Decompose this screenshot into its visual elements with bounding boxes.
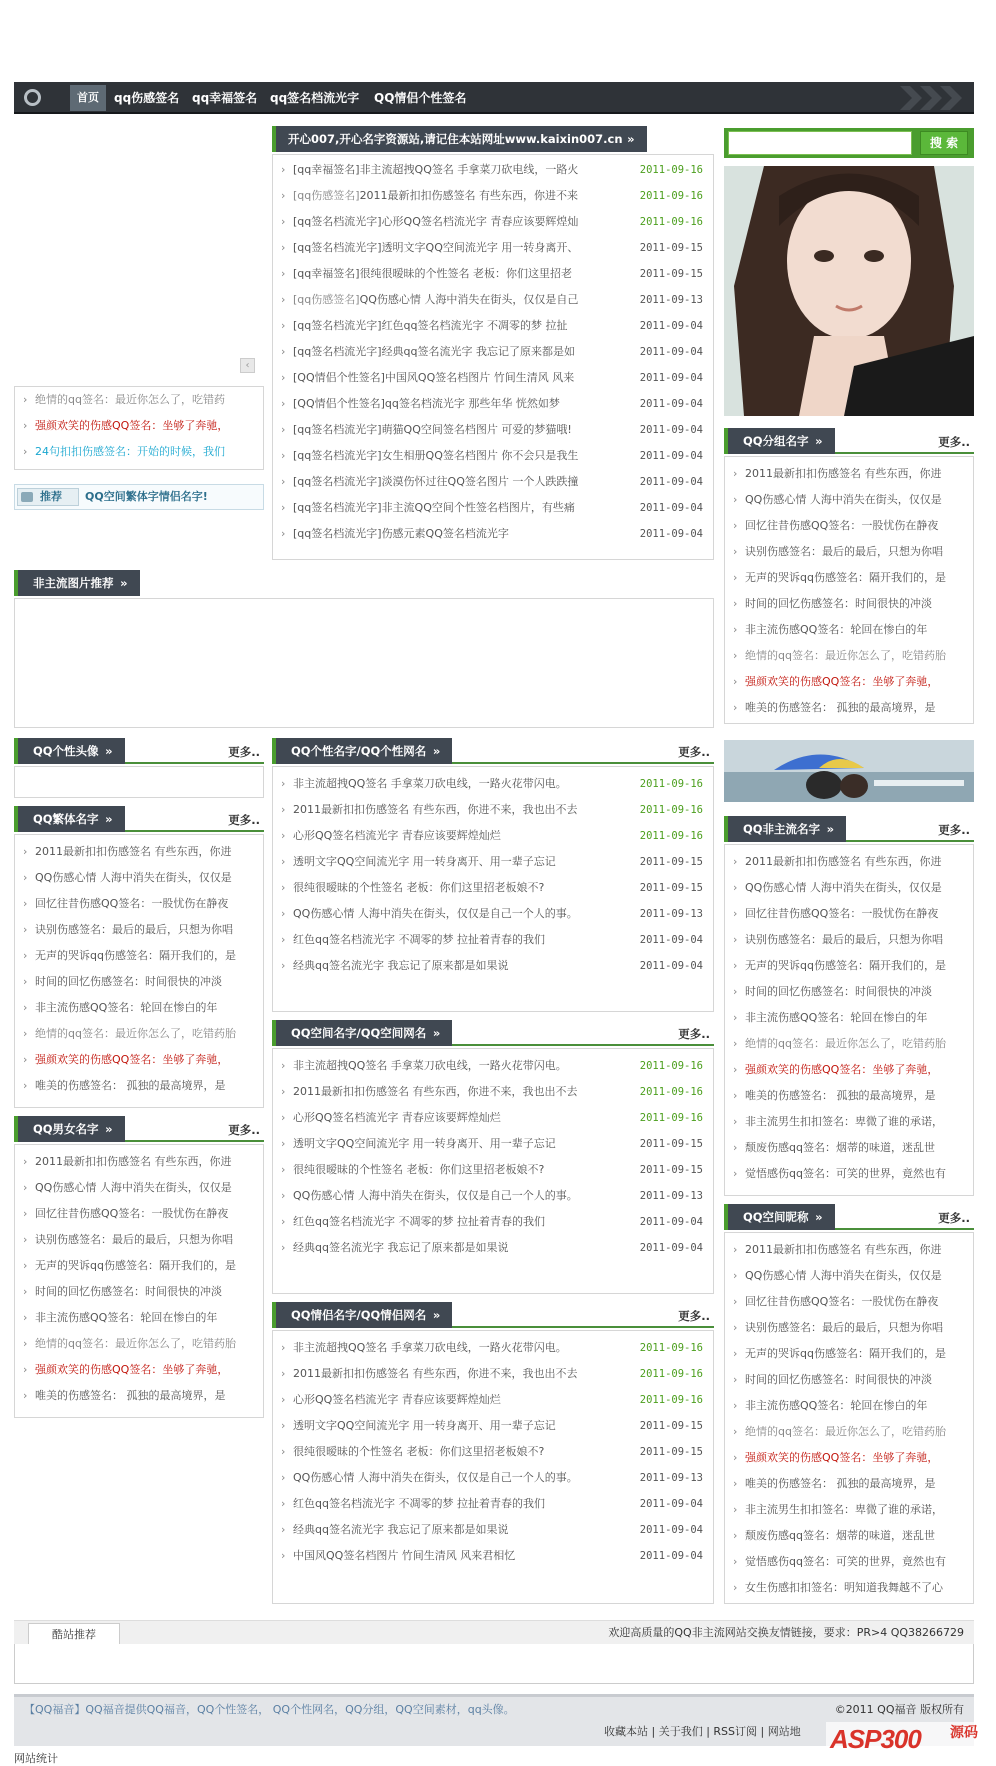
- news-title[interactable]: 心形QQ签名档流光字 青春应该要辉煌灿: [381, 215, 579, 228]
- space-box: [272, 1048, 714, 1294]
- nick-more-link[interactable]: 更多..: [938, 1211, 970, 1225]
- news-date: 2011-09-04: [639, 424, 703, 436]
- news-item[interactable]: [273, 209, 713, 235]
- news-date: 2011-09-04: [639, 346, 703, 358]
- banner-title: 开心007,开心名字资源站,请记住本站网址www.kaixin007.cn »: [272, 126, 647, 152]
- list-item[interactable]: [273, 1053, 713, 1079]
- news-category[interactable]: [qq签名档流光字]: [293, 501, 382, 514]
- item-title[interactable]: QQ伤感心情 人海中消失在街头，仅仅是自己一个人的事。: [293, 1189, 578, 1202]
- footer-desc: 【QQ福音】QQ福音提供QQ福音，QQ个性签名， QQ个性网名，QQ分组，QQ空间素材，qq头像。: [24, 1703, 515, 1716]
- news-title[interactable]: 女生相册QQ签名档图片 你不会只是我生: [381, 449, 579, 462]
- list-item[interactable]: › 绝情的qq签名：最近你怎么了，吃错药: [15, 387, 263, 413]
- nick-header: [724, 1204, 974, 1230]
- news-item[interactable]: [273, 391, 713, 417]
- item-title[interactable]: 心形QQ签名档流光字 青春应该要辉煌灿烂: [293, 1393, 501, 1406]
- news-item[interactable]: [273, 339, 713, 365]
- list-item[interactable]: › 2011最新扣扣伤感签名 有些东西，你进: [725, 1237, 973, 1263]
- list-item[interactable]: [273, 823, 713, 849]
- asp300-watermark: [826, 1714, 992, 1764]
- news-date: 2011-09-04: [639, 398, 703, 410]
- nonmain-more-link[interactable]: 更多..: [938, 823, 970, 837]
- list-item[interactable]: › 24句扣扣伤感签名：开始的时候，我们: [15, 439, 263, 465]
- search-bar: [724, 128, 974, 158]
- news-title[interactable]: 中国风QQ签名档图片 竹间生清风 风来: [384, 371, 575, 384]
- item-date: 2011-09-15: [639, 882, 703, 894]
- group-more-link[interactable]: 更多..: [938, 435, 970, 449]
- list-item[interactable]: › 回忆往昔伤感QQ签名：一股忧伤在静夜: [15, 891, 263, 917]
- nav-item-flow-text[interactable]: qq签名档流光字: [270, 91, 360, 105]
- list-item[interactable]: › 强颜欢笑的伤感QQ签名：坐够了奔驰，: [725, 1445, 973, 1471]
- list-item[interactable]: › 时间的回忆伤感签名：时间很快的冲淡: [15, 1279, 263, 1305]
- news-category[interactable]: [qq签名档流光字]: [293, 345, 382, 358]
- list-item[interactable]: [273, 1079, 713, 1105]
- news-date: 2011-09-15: [639, 268, 703, 280]
- item-title[interactable]: 非主流超拽QQ签名 手拿菜刀砍电线，一路火花带闪电。: [293, 1341, 567, 1354]
- watermark-sub: 源码: [950, 1725, 978, 1741]
- item-title[interactable]: 心形QQ签名档流光字 青春应该要辉煌灿烂: [293, 829, 501, 842]
- item-title[interactable]: 非主流超拽QQ签名 手拿菜刀砍电线，一路火花带闪电。: [293, 777, 567, 790]
- list-item[interactable]: › 绝情的qq签名：最近你怎么了，吃错药胎: [725, 1031, 973, 1057]
- news-title[interactable]: 经典qq签名流光字 我忘记了原来都是如: [381, 345, 576, 358]
- item-title[interactable]: 红色qq签名档流光字 不凋零的梦 拉扯着青春的我们: [293, 933, 545, 946]
- left-top-list: [14, 386, 264, 470]
- main-nav: [14, 82, 974, 114]
- list-item[interactable]: [273, 1183, 713, 1209]
- nav-item-happy-sign[interactable]: qq幸福签名: [192, 91, 258, 105]
- space-more-link[interactable]: 更多..: [678, 1027, 710, 1041]
- item-title[interactable]: 红色qq签名档流光字 不凋零的梦 拉扯着青春的我们: [293, 1215, 545, 1228]
- news-category[interactable]: [qq伤感签名]: [293, 189, 360, 202]
- news-title[interactable]: 伤感元素QQ签名档流光字: [381, 527, 509, 540]
- nav-home[interactable]: 首页: [70, 85, 106, 111]
- netname-header: [272, 738, 714, 764]
- list-item[interactable]: › 诀别伤感签名：最后的最后，只想为你唱: [725, 539, 973, 565]
- list-item[interactable]: [273, 927, 713, 953]
- pic-rec-box: [14, 598, 714, 728]
- footer-copyright: ©2011 QQ福音 版权所有: [834, 1703, 964, 1716]
- item-date: 2011-09-04: [639, 1216, 703, 1228]
- news-date: 2011-09-15: [639, 242, 703, 254]
- links-tab[interactable]: 酷站推荐: [28, 1623, 120, 1646]
- news-title[interactable]: 很纯很暧昧的个性签名 老板：你们这里招老: [359, 267, 573, 280]
- news-item[interactable]: [273, 157, 713, 183]
- list-item[interactable]: [273, 1235, 713, 1261]
- news-title[interactable]: 2011最新扣扣伤感签名 有些东西，你进不来: [359, 189, 579, 202]
- list-item[interactable]: › 非主流男生扣扣签名：卑微了谁的承诺，: [725, 1497, 973, 1523]
- news-date: 2011-09-04: [639, 528, 703, 540]
- item-title[interactable]: QQ伤感心情 人海中消失在街头，仅仅是自己一个人的事。: [293, 907, 578, 920]
- nonmain-box: [724, 844, 974, 1196]
- list-item[interactable]: [273, 1517, 713, 1543]
- lovers-box: [272, 1330, 714, 1604]
- news-item[interactable]: [273, 443, 713, 469]
- item-date: 2011-09-16: [639, 1394, 703, 1406]
- list-item[interactable]: › 绝情的qq签名：最近你怎么了，吃错药胎: [15, 1331, 263, 1357]
- item-date: 2011-09-16: [639, 1368, 703, 1380]
- list-item[interactable]: [273, 1131, 713, 1157]
- list-item[interactable]: › 非主流男生扣扣签名：卑微了谁的承诺，: [725, 1109, 973, 1135]
- list-item[interactable]: › 非主流伤感QQ签名：轮回在惨白的年: [725, 1393, 973, 1419]
- list-item[interactable]: [273, 875, 713, 901]
- list-item[interactable]: [273, 1465, 713, 1491]
- item-title[interactable]: 中国风QQ签名档图片 竹间生清风 风来君相忆: [293, 1549, 516, 1562]
- list-item[interactable]: › 无声的哭诉qq伤感签名：隔开我们的，是: [15, 943, 263, 969]
- news-category[interactable]: [QQ情侣个性签名]: [293, 371, 385, 384]
- avatar-more-link[interactable]: 更多..: [228, 745, 260, 759]
- group-names-header: [724, 428, 974, 454]
- list-item[interactable]: › 颓废伤感qq签名：烟蒂的味道，迷乱世: [725, 1135, 973, 1161]
- list-item[interactable]: [273, 953, 713, 979]
- list-item[interactable]: › 强颜欢笑的伤感QQ签名：坐够了奔驰，: [15, 1047, 263, 1073]
- featured-photo[interactable]: [724, 166, 974, 416]
- girl-portrait-image: [724, 166, 974, 416]
- boygirl-title: QQ男女名字 »: [14, 1116, 125, 1142]
- item-date: 2011-09-13: [639, 1472, 703, 1484]
- avatar-header: [14, 738, 264, 764]
- list-item[interactable]: › 绝情的qq签名：最近你怎么了，吃错药胎: [725, 1419, 973, 1445]
- nonmain-title: QQ非主流名字 »: [724, 816, 846, 842]
- news-title[interactable]: 非主流QQ空间个性签名档图片，有些痛: [381, 501, 575, 514]
- item-date: 2011-09-16: [639, 778, 703, 790]
- item-date: 2011-09-13: [639, 1190, 703, 1202]
- list-item[interactable]: › 唯美的伤感签名： 孤独的最高境界，是: [15, 1073, 263, 1099]
- news-date: 2011-09-04: [639, 450, 703, 462]
- list-item[interactable]: › 时间的回忆伤感签名：时间很快的冲淡: [725, 979, 973, 1005]
- fanti-box: [14, 834, 264, 1108]
- item-date: 2011-09-16: [639, 1112, 703, 1124]
- lovers-title: QQ情侣名字/QQ情侣网名 »: [272, 1302, 452, 1328]
- lovers-header: [272, 1302, 714, 1328]
- latest-news-box: [272, 154, 714, 560]
- netname-box: [272, 766, 714, 1012]
- news-category[interactable]: [qq伤感签名]: [293, 293, 360, 306]
- list-item[interactable]: › 唯美的伤感签名： 孤独的最高境界，是: [725, 1471, 973, 1497]
- netname-title: QQ个性名字/QQ个性网名 »: [272, 738, 452, 764]
- item-title[interactable]: 经典qq签名流光字 我忘记了原来都是如果说: [293, 1241, 509, 1254]
- list-item[interactable]: › 2011最新扣扣伤感签名 有些东西，你进: [15, 1149, 263, 1175]
- pic-rec-title: 非主流图片推荐 »: [14, 570, 140, 596]
- list-item[interactable]: › 非主流伤感QQ签名：轮回在惨白的年: [15, 995, 263, 1021]
- nick-box: [724, 1232, 974, 1604]
- banner-header: [272, 126, 714, 152]
- nonmain-header: [724, 816, 974, 842]
- list-item[interactable]: [273, 1157, 713, 1183]
- list-item[interactable]: [273, 1105, 713, 1131]
- list-item[interactable]: › 无声的哭诉qq伤感签名：隔开我们的，是: [725, 1341, 973, 1367]
- recommend-tag: 推荐: [17, 488, 79, 506]
- item-date: 2011-09-04: [639, 934, 703, 946]
- list-item[interactable]: › 时间的回忆伤感签名：时间很快的冲淡: [15, 969, 263, 995]
- news-title[interactable]: 萌猫QQ空间签名档图片 可爱的梦猫哦!: [381, 423, 572, 436]
- recommend-bar: [14, 484, 264, 510]
- search-button[interactable]: 搜 索: [920, 131, 968, 155]
- footer-links[interactable]: 收藏本站 | 关于我们 | RSS订阅 | 网站地: [604, 1725, 801, 1738]
- boygirl-box: [14, 1144, 264, 1418]
- news-item[interactable]: [273, 261, 713, 287]
- list-item[interactable]: [273, 771, 713, 797]
- news-item[interactable]: [273, 287, 713, 313]
- news-item[interactable]: [273, 235, 713, 261]
- item-title[interactable]: 2011最新扣扣伤感签名 有些东西，你进不来，我也出不去: [293, 1367, 578, 1380]
- recommend-icon: [21, 492, 33, 502]
- news-category[interactable]: [qq签名档流光字]: [293, 215, 382, 228]
- netname-more-link[interactable]: 更多..: [678, 745, 710, 759]
- group-names-box: [724, 456, 974, 724]
- news-date: 2011-09-04: [639, 372, 703, 384]
- boygirl-header: [14, 1116, 264, 1142]
- search-input[interactable]: [728, 131, 912, 155]
- list-item[interactable]: [273, 1361, 713, 1387]
- list-item[interactable]: [273, 797, 713, 823]
- news-category[interactable]: [qq签名档流光字]: [293, 527, 382, 540]
- site-stats[interactable]: 网站统计: [14, 1752, 58, 1765]
- news-category[interactable]: [QQ情侣个性签名]: [293, 397, 385, 410]
- list-item[interactable]: › 绝情的qq签名：最近你怎么了，吃错药胎: [15, 1021, 263, 1047]
- news-title[interactable]: 非主流超拽QQ签名 手拿菜刀砍电线，一路火: [359, 163, 579, 176]
- news-category[interactable]: [qq幸福签名]: [293, 163, 360, 176]
- umbrella-image: [724, 740, 974, 802]
- list-item[interactable]: [273, 1413, 713, 1439]
- list-item[interactable]: › 诀别伤感签名：最后的最后，只想为你唱: [725, 1315, 973, 1341]
- news-category[interactable]: [qq签名档流光字]: [293, 423, 382, 436]
- list-item[interactable]: › 诀别伤感签名：最后的最后，只想为你唱: [15, 917, 263, 943]
- news-category[interactable]: [qq签名档流光字]: [293, 475, 382, 488]
- list-item[interactable]: › 唯美的伤感签名： 孤独的最高境界，是: [725, 1083, 973, 1109]
- item-date: 2011-09-15: [639, 1138, 703, 1150]
- news-title[interactable]: qq签名档流光字 那些年华 恍然如梦: [384, 397, 560, 410]
- item-title[interactable]: 红色qq签名档流光字 不凋零的梦 拉扯着青春的我们: [293, 1497, 545, 1510]
- news-item[interactable]: [273, 495, 713, 521]
- avatar-title: QQ个性头像 »: [14, 738, 125, 764]
- item-title[interactable]: 2011最新扣扣伤感签名 有些东西，你进不来，我也出不去: [293, 1085, 578, 1098]
- item-date: 2011-09-16: [639, 830, 703, 842]
- news-item[interactable]: [273, 313, 713, 339]
- avatar-box: [14, 766, 264, 798]
- site-logo-icon[interactable]: [20, 88, 68, 108]
- recommend-link[interactable]: QQ空间繁体字情侣名字!: [85, 490, 208, 503]
- list-item[interactable]: › 回忆往昔伤感QQ签名：一股忧伤在静夜: [725, 513, 973, 539]
- item-date: 2011-09-16: [639, 1342, 703, 1354]
- news-date: 2011-09-16: [639, 216, 703, 228]
- list-item[interactable]: › 诀别伤感签名：最后的最后，只想为你唱: [725, 927, 973, 953]
- item-date: 2011-09-15: [639, 856, 703, 868]
- news-title[interactable]: 红色qq签名档流光字 不凋零的梦 拉扯: [381, 319, 568, 332]
- list-item[interactable]: [273, 1209, 713, 1235]
- news-title[interactable]: QQ伤感心情 人海中消失在街头，仅仅是自己: [359, 293, 579, 306]
- list-item[interactable]: › 回忆往昔伤感QQ签名：一股忧伤在静夜: [725, 901, 973, 927]
- nav-item-sad-sign[interactable]: qq伤感签名: [114, 91, 180, 105]
- news-category[interactable]: [qq幸福签名]: [293, 267, 360, 280]
- list-item[interactable]: › 强颜欢笑的伤感QQ签名：坐够了奔驰，: [725, 669, 973, 695]
- list-item[interactable]: › 时间的回忆伤感签名：时间很快的冲淡: [725, 1367, 973, 1393]
- watermark-text: ASP300: [830, 1724, 921, 1754]
- group-names-title: QQ分组名字 »: [724, 428, 835, 454]
- news-item[interactable]: [273, 365, 713, 391]
- list-item[interactable]: › 无声的哭诉qq伤感签名：隔开我们的，是: [725, 565, 973, 591]
- list-item[interactable]: [273, 1439, 713, 1465]
- item-date: 2011-09-15: [639, 1420, 703, 1432]
- space-title: QQ空间名字/QQ空间网名 »: [272, 1020, 452, 1046]
- news-date: 2011-09-04: [639, 320, 703, 332]
- item-title[interactable]: 心形QQ签名档流光字 青春应该要辉煌灿烂: [293, 1111, 501, 1124]
- news-item[interactable]: [273, 183, 713, 209]
- list-item[interactable]: [273, 849, 713, 875]
- list-item[interactable]: › QQ伤感心情 人海中消失在街头，仅仅是: [725, 875, 973, 901]
- item-date: 2011-09-04: [639, 1524, 703, 1536]
- list-item[interactable]: [273, 1387, 713, 1413]
- list-item[interactable]: › 非主流伤感QQ签名：轮回在惨白的年: [725, 617, 973, 643]
- list-item[interactable]: › QQ伤感心情 人海中消失在街头，仅仅是: [15, 1175, 263, 1201]
- list-item[interactable]: › 非主流伤感QQ签名：轮回在惨白的年: [15, 1305, 263, 1331]
- item-date: 2011-09-04: [639, 960, 703, 972]
- item-date: 2011-09-16: [639, 1060, 703, 1072]
- fanti-more-link[interactable]: 更多..: [228, 813, 260, 827]
- list-item[interactable]: › 回忆往昔伤感QQ签名：一股忧伤在静夜: [725, 1289, 973, 1315]
- item-title[interactable]: 非主流超拽QQ签名 手拿菜刀砍电线，一路火花带闪电。: [293, 1059, 567, 1072]
- lovers-more-link[interactable]: 更多..: [678, 1309, 710, 1323]
- news-category[interactable]: [qq签名档流光字]: [293, 449, 382, 462]
- nick-title: QQ空间昵称 »: [724, 1204, 835, 1230]
- news-category[interactable]: [qq签名档流光字]: [293, 319, 382, 332]
- list-item[interactable]: [273, 1543, 713, 1569]
- list-item[interactable]: › 诀别伤感签名：最后的最后，只想为你唱: [15, 1227, 263, 1253]
- slide-prev-icon[interactable]: ‹: [240, 358, 255, 373]
- item-title[interactable]: 透明文字QQ空间流光字 用一转身离开、用一辈子忘记: [293, 1137, 556, 1150]
- list-item[interactable]: › QQ伤感心情 人海中消失在街头，仅仅是: [725, 1263, 973, 1289]
- news-item[interactable]: [273, 417, 713, 443]
- news-date: 2011-09-04: [639, 476, 703, 488]
- item-date: 2011-09-04: [639, 1498, 703, 1510]
- list-item[interactable]: › 绝情的qq签名：最近你怎么了，吃错药胎: [725, 643, 973, 669]
- list-item[interactable]: › 觉悟感伤qq签名：可笑的世界，竟然也有: [725, 1549, 973, 1575]
- links-bar: [14, 1620, 974, 1644]
- item-title[interactable]: 透明文字QQ空间流光字 用一转身离开、用一辈子忘记: [293, 855, 556, 868]
- list-item[interactable]: › 非主流伤感QQ签名：轮回在惨白的年: [725, 1005, 973, 1031]
- news-title[interactable]: 透明文字QQ空间流光字 用一转身离开、: [381, 241, 579, 254]
- item-date: 2011-09-04: [639, 1550, 703, 1562]
- list-item[interactable]: › 时间的回忆伤感签名：时间很快的冲淡: [725, 591, 973, 617]
- list-item[interactable]: › 强颜欢笑的伤感QQ签名：坐够了奔驰，: [15, 1357, 263, 1383]
- item-date: 2011-09-15: [639, 1446, 703, 1458]
- list-item[interactable]: › 回忆往昔伤感QQ签名：一股忧伤在静夜: [15, 1201, 263, 1227]
- list-item[interactable]: › 女生伤感扣扣签名：明知道我舞越不了心: [725, 1575, 973, 1601]
- nav-arrows-decoration: [900, 86, 970, 110]
- item-title[interactable]: QQ伤感心情 人海中消失在街头，仅仅是自己一个人的事。: [293, 1471, 578, 1484]
- item-date: 2011-09-16: [639, 804, 703, 816]
- item-title[interactable]: 经典qq签名流光字 我忘记了原来都是如果说: [293, 959, 509, 972]
- list-item[interactable]: › QQ伤感心情 人海中消失在街头，仅仅是: [725, 487, 973, 513]
- umbrella-photo[interactable]: [724, 740, 974, 802]
- list-item[interactable]: [273, 1335, 713, 1361]
- news-date: 2011-09-16: [639, 164, 703, 176]
- list-item[interactable]: › 无声的哭诉qq伤感签名：隔开我们的，是: [725, 953, 973, 979]
- news-date: 2011-09-16: [639, 190, 703, 202]
- list-item[interactable]: › QQ伤感心情 人海中消失在街头，仅仅是: [15, 865, 263, 891]
- list-item[interactable]: › 强颜欢笑的伤感QQ签名：坐够了奔驰，: [15, 413, 263, 439]
- list-item[interactable]: › 颓废伤感qq签名：烟蒂的味道，迷乱世: [725, 1523, 973, 1549]
- list-item[interactable]: › 2011最新扣扣伤感签名 有些东西，你进: [725, 849, 973, 875]
- item-date: 2011-09-16: [639, 1086, 703, 1098]
- news-category[interactable]: [qq签名档流光字]: [293, 241, 382, 254]
- news-date: 2011-09-13: [639, 294, 703, 306]
- item-title[interactable]: 2011最新扣扣伤感签名 有些东西，你进不来，我也出不去: [293, 803, 578, 816]
- space-header: [272, 1020, 714, 1046]
- list-item[interactable]: › 2011最新扣扣伤感签名 有些东西，你进: [725, 461, 973, 487]
- item-title[interactable]: 很纯很暧昧的个性签名 老板：你们这里招老板娘不?: [293, 881, 545, 894]
- news-date: 2011-09-04: [639, 502, 703, 514]
- item-date: 2011-09-04: [639, 1242, 703, 1254]
- list-item[interactable]: › 无声的哭诉qq伤感签名：隔开我们的，是: [15, 1253, 263, 1279]
- item-title[interactable]: 很纯很暧昧的个性签名 老板：你们这里招老板娘不?: [293, 1163, 545, 1176]
- item-title[interactable]: 透明文字QQ空间流光字 用一转身离开、用一辈子忘记: [293, 1419, 556, 1432]
- item-title[interactable]: 经典qq签名流光字 我忘记了原来都是如果说: [293, 1523, 509, 1536]
- fanti-header: [14, 806, 264, 832]
- news-title[interactable]: 淡漠伤怀过往QQ签名图片 一个人跌跌撞: [381, 475, 579, 488]
- links-box: [14, 1644, 974, 1684]
- news-item[interactable]: [273, 469, 713, 495]
- links-note: 欢迎高质量的QQ非主流网站交换友情链接，要求：PR>4 QQ38266729: [608, 1626, 964, 1639]
- item-date: 2011-09-13: [639, 908, 703, 920]
- list-item[interactable]: [273, 1491, 713, 1517]
- news-item[interactable]: [273, 521, 713, 547]
- fanti-title: QQ繁体名字 »: [14, 806, 125, 832]
- list-item[interactable]: › 2011最新扣扣伤感签名 有些东西，你进: [15, 839, 263, 865]
- list-item[interactable]: › 唯美的伤感签名： 孤独的最高境界，是: [15, 1383, 263, 1409]
- list-item[interactable]: › 唯美的伤感签名： 孤独的最高境界，是: [725, 695, 973, 721]
- nav-item-lovers-sign[interactable]: QQ情侣个性签名: [374, 91, 467, 105]
- item-date: 2011-09-15: [639, 1164, 703, 1176]
- item-title[interactable]: 很纯很暧昧的个性签名 老板：你们这里招老板娘不?: [293, 1445, 545, 1458]
- list-item[interactable]: › 强颜欢笑的伤感QQ签名：坐够了奔驰，: [725, 1057, 973, 1083]
- list-item[interactable]: › 觉悟感伤qq签名：可笑的世界，竟然也有: [725, 1161, 973, 1187]
- boygirl-more-link[interactable]: 更多..: [228, 1123, 260, 1137]
- pic-rec-header: [14, 570, 714, 596]
- list-item[interactable]: [273, 901, 713, 927]
